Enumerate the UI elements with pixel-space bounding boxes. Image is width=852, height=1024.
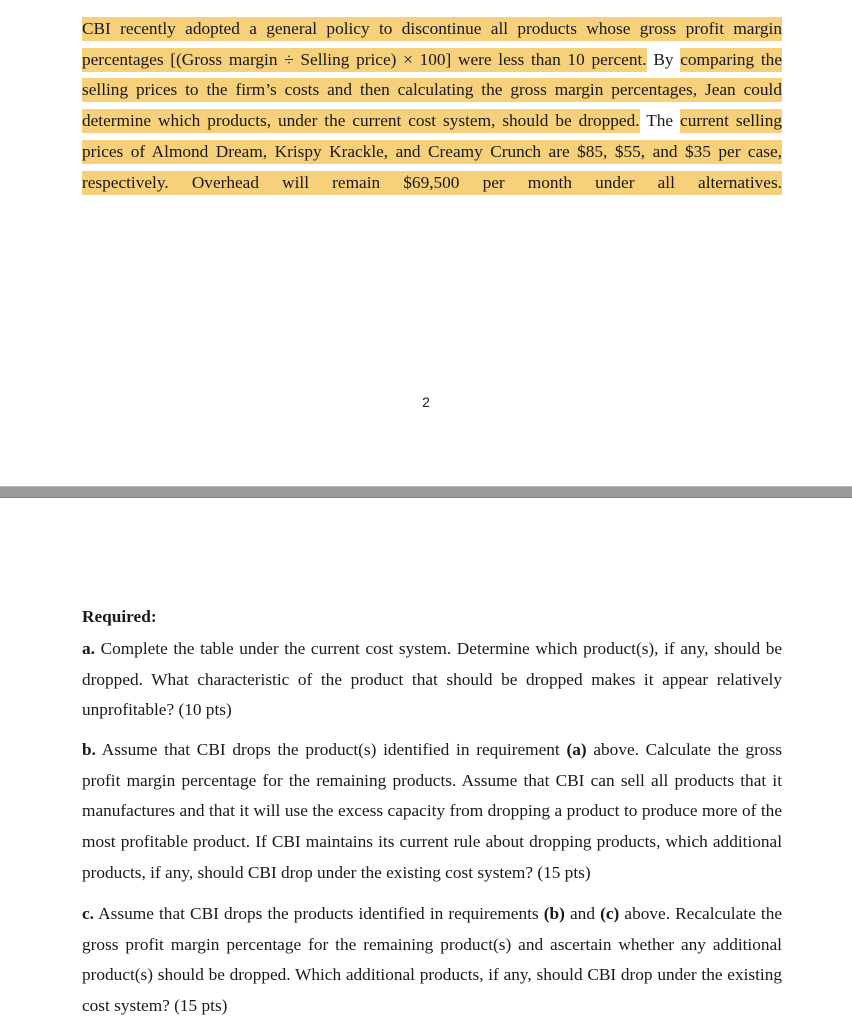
document-page-top [0, 0, 852, 486]
requirement-b-text-1: Assume that CBI drops the product(s) identified in requirement [95, 740, 567, 759]
requirement-a-text: Complete the table under the current cost system. Determine which product(s), if any, should be dropped. What characteristic of the product that should be dropped makes it appear relatively unprofitable? (10 pts) [82, 639, 782, 720]
requirement-b-text-2: above. Calculate the gross profit margin percentage for the remaining products. Assume that CBI can sell all products that it manufactures and that it will use the excess capacity from dropping a product to produce more of the most profitable product. If CBI maintains its current rule about dropping products, which additional products, if any, should CBI drop under the existing cost system? (15 pts) [82, 740, 783, 882]
highlighted-text-2[interactable]: comparing the selling prices to the firm’s costs and then calculating the gross margin percentages, Jean could determine which products, under the current cost system, should be dropped. [82, 48, 782, 133]
requirement-c-ref-2: (c) [600, 904, 620, 923]
page-separator [0, 486, 852, 498]
plain-text-2: The [639, 111, 681, 131]
policy-paragraph [82, 14, 782, 198]
requirement-b [82, 735, 782, 889]
requirement-c-text-3: above. Recalculate the gross profit margin percentage for the remaining product(s) and ascertain whether any additional product(s) should be dropped. Which additional products, if any, should CBI drop under the existing cost system? (15 pts) [82, 904, 783, 1016]
requirement-a [82, 634, 782, 726]
requirement-c-label: c. [82, 904, 94, 923]
requirement-a-label: a. [82, 639, 95, 658]
highlighted-text-3[interactable]: current selling prices of Almond Dream, Krispy Krackle, and Creamy Crunch are $85, $55, and $35 per case, respectively. Overhead will remain $69,500 per month under all alternatives. [82, 109, 782, 194]
highlighted-text-1[interactable]: CBI recently adopted a general policy to discontinue all products whose gross profit margin percentages [(Gross margin ÷ Selling price) × 100] were less than 10 percent. [82, 17, 782, 72]
page-number: 2 [422, 394, 430, 410]
required-heading: Required: [82, 607, 157, 626]
requirement-c-ref-1: (b) [543, 904, 565, 923]
requirement-c-text-1: Assume that CBI drops the products identified in requirements [94, 904, 544, 923]
plain-text-1: By [646, 49, 681, 69]
requirement-b-label: b. [82, 740, 96, 759]
requirement-c-text-2: and [564, 904, 601, 923]
requirement-b-ref: (a) [566, 740, 587, 759]
requirement-c [82, 899, 782, 1022]
